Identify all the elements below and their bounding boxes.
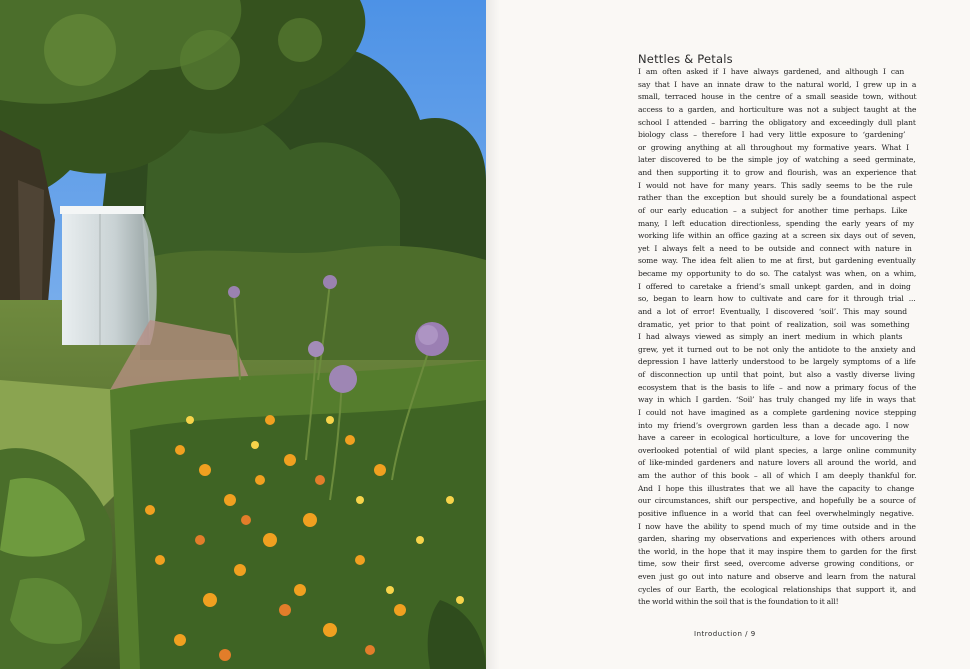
body-line: into my friend’s overgrown garden less than a decade ago. I now	[638, 420, 910, 430]
footer-section: Introduction	[694, 630, 743, 638]
body-line: grew, yet it turned out to be not only the antidote to the anxiety and	[638, 344, 916, 354]
body-line: and a lot of error! Eventually, I discovered ‘soil’. This may sound	[638, 306, 907, 316]
body-line: I had always viewed as simply an inert medium in which plants	[638, 332, 903, 342]
body-paragraph	[638, 66, 916, 609]
body-line: access to a garden, and horticulture was not a subject taught at the	[638, 104, 917, 114]
body-line: garden, sharing my observations and experiences with others around	[638, 534, 917, 544]
body-line: say that I have an innate draw to the natural world, I grew up in a	[638, 79, 917, 89]
running-footer	[694, 630, 756, 638]
body-line: dramatic, yet prior to that point of realization, soil was something	[638, 319, 910, 329]
body-line: cycles of our Earth, the ecological relationships that support it, and	[638, 584, 916, 594]
page-number: 9	[750, 630, 756, 638]
body-line: school I attended – barring the obligatory and exceedingly dull plant	[638, 117, 916, 127]
body-line: some way. The idea felt alien to me at first, but gardening eventually	[638, 256, 916, 266]
body-line: way in which I garden. ‘Soil’ has truly changed my life in ways that	[638, 395, 916, 405]
body-line: and then supporting it to grow and flourish, was an experience that	[638, 168, 917, 177]
body-line: of our early education – a subject for another time perhaps. Like	[638, 205, 908, 215]
body-line: the world, in the hope that it may inspire them to garden for the first	[638, 546, 917, 556]
body-line: small, terraced house in the centre of a small seaside town, without	[638, 92, 917, 102]
body-line: ecosystem that is the basis to life – and now a primary focus of the	[638, 382, 917, 392]
body-line: biology class – therefore I had very little exposure to ‘gardening’	[638, 130, 906, 140]
body-line: the world within the soil that is the foundation to it all!	[638, 597, 839, 607]
body-line: so, began to learn how to cultivate and care for it through trial ...	[638, 294, 916, 304]
body-line: And I hope this illustrates that we all have the capacity to change	[638, 483, 915, 493]
body-line: I offered to caretake a friend’s small unkept garden, and in doing	[638, 281, 911, 291]
body-line: I could not have imagined as a complete gardening novice stepping	[638, 407, 917, 417]
body-line: am the author of this book – all of which I am deeply thankful for.	[638, 471, 917, 480]
body-line: or growing anything at all throughout my formative years. What I	[638, 142, 909, 152]
body-line: became my opportunity to do so. The catalyst was when, on a whim,	[638, 269, 917, 278]
body-line: later discovered to be the simple joy of watching a seed germinate,	[638, 155, 916, 165]
body-line: time, sow their first seed, overcome adverse growing conditions, or	[638, 559, 914, 569]
body-line: yet I always felt a need to be outside and connect with nature in	[638, 243, 912, 253]
chapter-title: Nettles & Petals	[638, 52, 733, 66]
body-line: I would not have for many years. This sadly seems to be the rule	[638, 180, 913, 190]
footer-separator: /	[745, 630, 748, 638]
body-line: positive influence in a world that can feel overwhelmingly negative.	[638, 508, 914, 518]
body-line: have a career in ecological horticulture, a love for uncovering the	[638, 433, 910, 443]
body-line: I now have the ability to spend much of my time outside and in the	[638, 521, 916, 531]
body-line: of like-minded gardeners and nature lovers all around the world, and	[638, 458, 917, 468]
body-line: of disconnection up until that point, but also a vastly diverse living	[638, 370, 915, 379]
body-line: depression I have latterly understood to be largely symptoms of a life	[638, 357, 916, 367]
body-line: rather than the exception but should surely be a foundational aspect	[638, 193, 917, 203]
body-line: overlooked potential of wild plant species, a large online community	[638, 445, 917, 455]
body-line: many, I left education directionless, spending the early years of my	[638, 218, 914, 228]
body-line: working life within an office gazing at a screen six days out of seven,	[638, 231, 916, 241]
body-line: even just go out into nature and observe and learn from the natural	[638, 572, 916, 581]
body-line: I am often asked if I have always gardened, and although I can	[638, 67, 905, 76]
body-line: our circumstances, shift our perspective, and hopefully be a source of	[638, 496, 916, 506]
page-gutter	[486, 0, 500, 669]
